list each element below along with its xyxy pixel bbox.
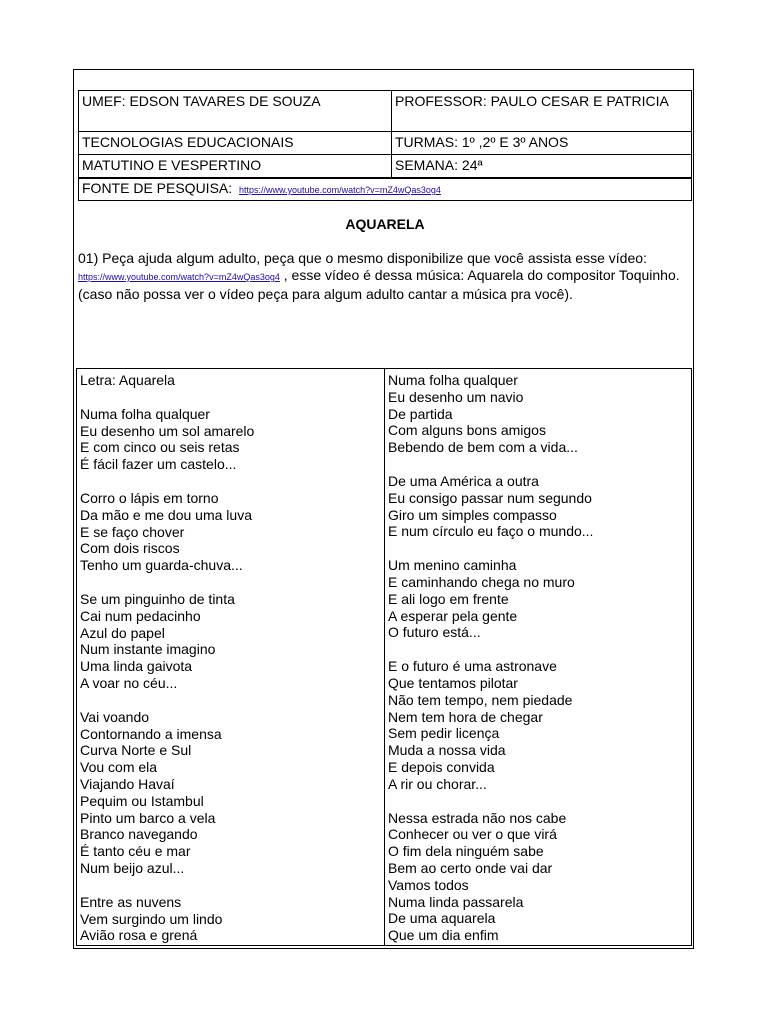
lyric-line: Viajando Havaí (80, 775, 175, 792)
lyric-line: Eu desenho um sol amarelo (80, 422, 255, 439)
lyric-line: Pinto um barco a vela (80, 809, 216, 826)
lyric-line: Azul do papel (80, 624, 165, 641)
lyric-line: A esperar pela gente (388, 607, 518, 624)
lyric-line: É fácil fazer um castelo... (80, 456, 237, 473)
lyric-line: O futuro está... (388, 624, 481, 641)
lyric-line: Da mão e me dou uma luva (80, 506, 252, 523)
lyrics-table (76, 368, 692, 946)
lyric-line: Vai voando (80, 708, 150, 725)
lyric-line: Se um pinguinho de tinta (80, 590, 235, 607)
lyric-line: Numa folha qualquer (80, 405, 210, 422)
lyric-line: E se faço chover (80, 523, 185, 540)
lyric-line: Numa linda passarela (388, 893, 524, 910)
lyric-line: Giro um simples compasso (388, 506, 557, 523)
lyric-line: Nessa estrada não nos cabe (388, 809, 567, 826)
lyric-line: Sem pedir licença (388, 725, 500, 742)
source-label: FONTE DE PESQUISA: (82, 180, 233, 196)
lyric-line: E num círculo eu faço o mundo... (388, 523, 594, 540)
lyric-line: Vem surgindo um lindo (80, 910, 223, 927)
subject-cell: TECNOLOGIAS EDUCACIONAIS (79, 132, 392, 155)
stanza (388, 473, 688, 540)
week-cell: SEMANA: 24ª (392, 155, 692, 178)
lyric-line: O fim dela ninguém sabe (388, 843, 544, 860)
lyric-line: Vou com ela (80, 759, 158, 776)
stanza (80, 372, 380, 389)
lyric-line: A voar no céu... (80, 674, 178, 691)
stanza (80, 490, 380, 574)
school-cell: UMEF: EDSON TAVARES DE SOUZA (79, 91, 392, 132)
lyric-line: E caminhando chega no muro (388, 573, 575, 590)
lyric-line: Com alguns bons amigos (388, 422, 546, 439)
page-title: AQUARELA (345, 216, 425, 232)
classes-cell: TURMAS: 1º ,2º E 3º ANOS (392, 132, 692, 155)
lyric-line: E ali logo em frente (388, 590, 509, 607)
lyric-line: De partida (388, 405, 453, 422)
stanza (388, 658, 688, 792)
stanza (388, 372, 688, 456)
lyric-line: Nem tem hora de chegar (388, 708, 543, 725)
teacher-cell: PROFESSOR: PAULO CESAR E PATRICIA (392, 91, 692, 132)
lyric-line: Uma linda gaivota (80, 658, 193, 675)
lyric-line: Bem ao certo onde vai dar (388, 859, 553, 876)
lyric-line: Bebendo de bem com a vida... (388, 439, 578, 456)
source-link[interactable]: https://www.youtube.com/watch?v=mZ4wQas3og4 (239, 185, 441, 195)
lyric-line: Num instante imagino (80, 641, 216, 658)
lyric-line: Numa folha qualquer (388, 372, 518, 388)
lyric-line: Conhecer ou ver o que virá (388, 826, 557, 843)
lyric-line: Um menino caminha (388, 557, 517, 574)
stanza (80, 709, 380, 877)
lyric-line: Eu desenho um navio (388, 388, 524, 405)
lyric-line: É tanto céu e mar (80, 843, 191, 860)
lyric-line: Avião rosa e grená (80, 927, 198, 944)
lyric-line: E depois convida (388, 758, 495, 775)
lyric-line: Contornando a imensa (80, 725, 222, 742)
lyric-line: Pequim ou Istambul (80, 792, 204, 809)
lyric-line: Curva Norte e Sul (80, 742, 192, 759)
lyric-line: Com dois riscos (80, 540, 180, 557)
lyrics-right-column (388, 372, 688, 961)
instructions (78, 250, 688, 303)
lyric-line: Não tem tempo, nem piedade (388, 691, 573, 708)
lyric-line: Vamos todos (388, 876, 469, 893)
stanza (80, 591, 380, 692)
lyric-line: Entre as nuvens (80, 893, 182, 910)
lyric-line: De uma América a outra (388, 472, 539, 489)
lyric-line: Tenho um guarda-chuva... (80, 557, 243, 574)
column-divider (384, 369, 385, 945)
header-table (78, 90, 692, 178)
lyric-line: Num beijo azul... (80, 859, 185, 876)
lyric-line: De uma aquarela (388, 910, 496, 927)
lyrics-left-column (80, 372, 380, 961)
lyric-line: Eu consigo passar num segundo (388, 489, 592, 506)
stanza (80, 894, 380, 944)
lyric-line: Que tentamos pilotar (388, 674, 518, 691)
lyric-line: Muda a nossa vida (388, 742, 506, 759)
lyric-line: Corro o lápis em torno (80, 489, 219, 506)
video-link[interactable]: https://www.youtube.com/watch?v=mZ4wQas3og4 (78, 272, 280, 282)
lyric-line: Que um dia enfim (388, 927, 499, 944)
lyric-line: E o futuro é uma astronave (388, 658, 557, 675)
lyric-line: Letra: Aquarela (80, 372, 175, 388)
stanza (80, 406, 380, 473)
shifts-cell: MATUTINO E VESPERTINO (79, 155, 392, 178)
instructions-text-1: 01) Peça ajuda algum adulto, peça que o mesmo disponibilize que você assista esse vídeo: (78, 250, 647, 266)
stanza (388, 557, 688, 641)
lyric-line: E com cinco ou seis retas (80, 439, 240, 456)
source-row (78, 178, 692, 201)
lyric-line: Cai num pedacinho (80, 607, 201, 624)
lyric-line: A rir ou chorar... (388, 775, 487, 792)
lyric-line: Branco navegando (80, 826, 198, 843)
instructions-text-2: , esse vídeo é dessa música: Aquarela do compositor Toquinho. (caso não possa ver o vídeo peça para algum adulto cantar a música pra você). (78, 267, 680, 302)
stanza (388, 810, 688, 944)
